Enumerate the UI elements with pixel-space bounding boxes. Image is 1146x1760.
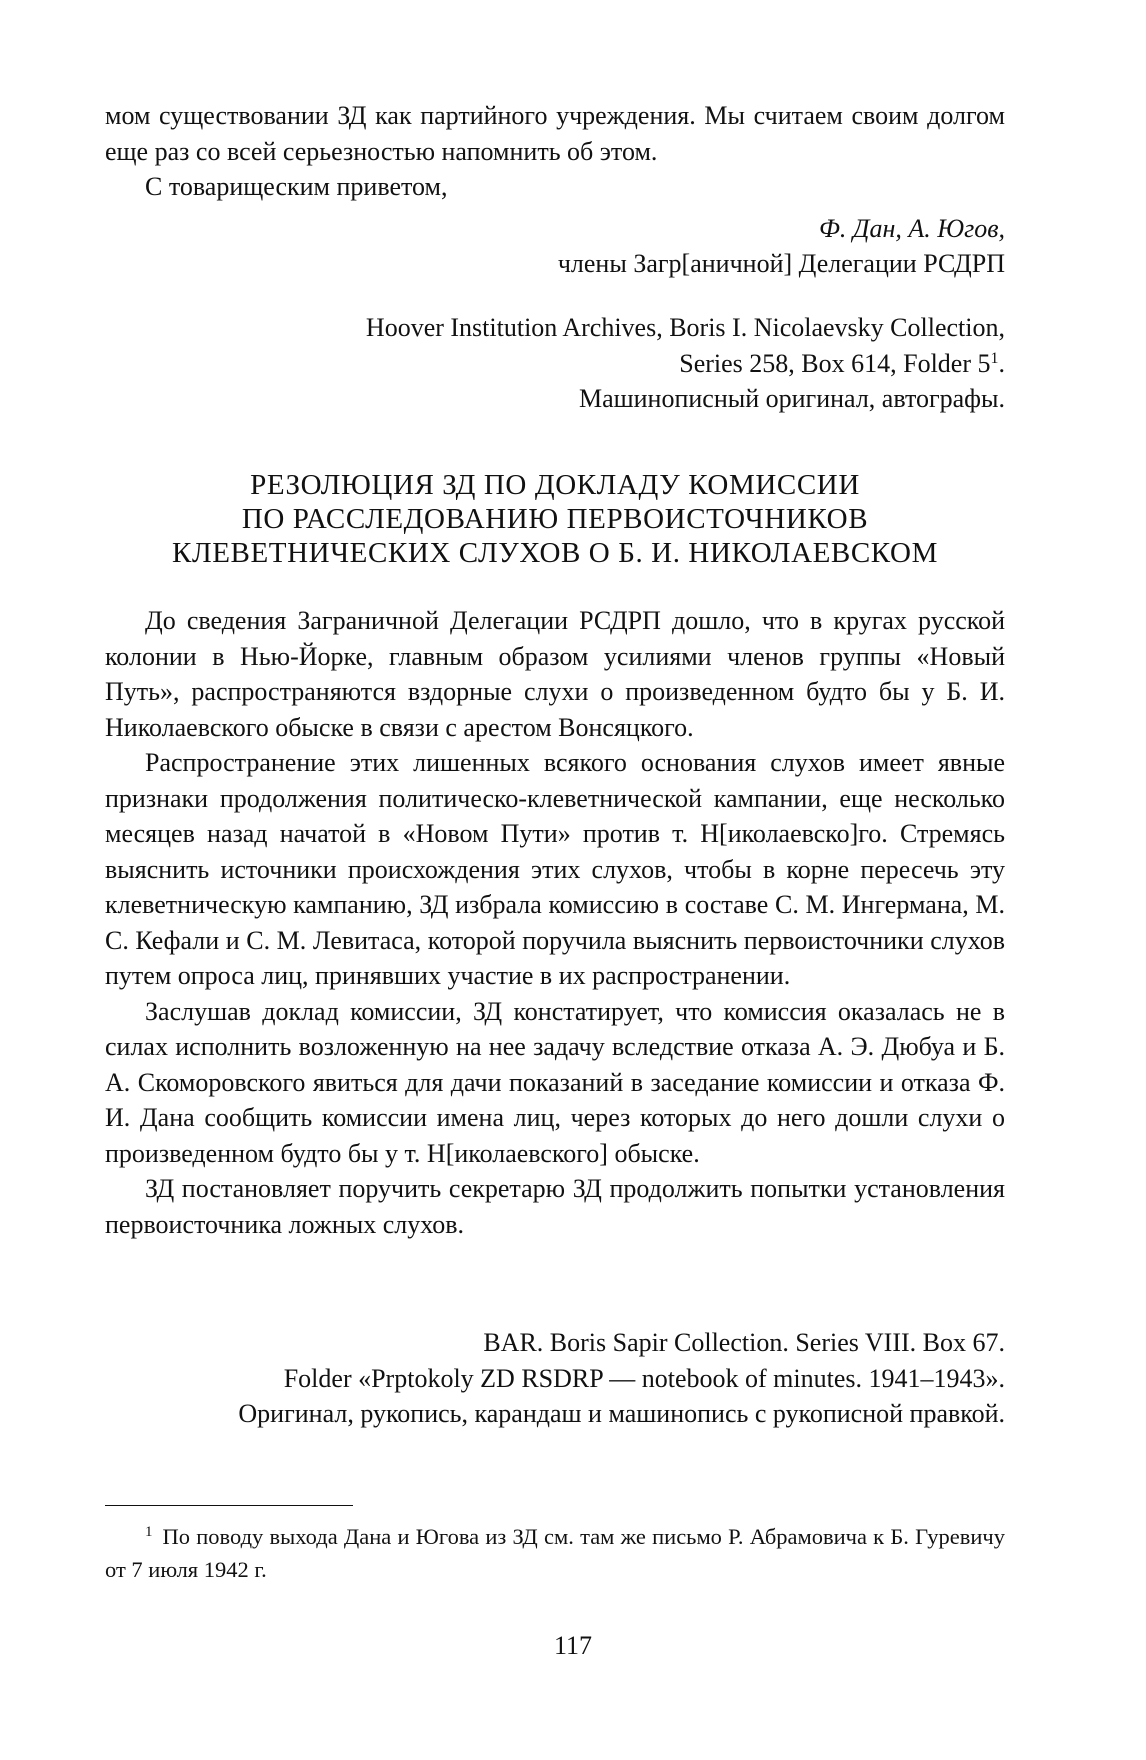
section-heading: [105, 468, 1005, 570]
letter-continuation: мом существовании ЗД как партийного учреждения. Мы считаем своим долгом еще раз со всей серьезностью напомнить об этом.: [105, 101, 1005, 166]
heading-line3: КЛЕВЕТНИЧЕСКИХ СЛУХОВ О Б. И. НИКОЛАЕВСКОМ: [172, 537, 938, 569]
source-citation-2: [105, 1325, 1005, 1432]
letter-signatories: Ф. Дан, А. Югов,: [819, 213, 1005, 243]
heading-line2: ПО РАССЛЕДОВАНИЮ ПЕРВОИСТОЧНИКОВ: [241, 503, 869, 535]
footnote-number: 1: [145, 1524, 153, 1540]
source1-line3: Машинописный оригинал, автографы.: [578, 384, 1005, 413]
body-paragraph-1: До сведения Заграничной Делегации РСДРП дошло, что в кругах русской колонии в Нью-Йорке, главным образом усилиями членов группы «Новый Путь», распространяются вздорные слухи о произведенном будто бы у Б. И. Николаевского обыске в связи с арестом Вонсяцкого.: [105, 606, 1005, 742]
letter-ending: [105, 98, 1005, 282]
source-citation-1: [105, 310, 1005, 417]
body-paragraph-4: ЗД постановляет поручить секретарю ЗД продолжить попытки установления первоисточника ложных слухов.: [105, 1174, 1005, 1239]
body-paragraph-3: Заслушав доклад комиссии, ЗД констатирует, что комиссия оказалась не в силах исполнить возложенную на нее задачу вследствие отказа А. Э. Дюбуа и Б. А. Скоморовского явиться для дачи показаний в заседание комиссии и отказа Ф. И. Дана сообщить комиссии имена лиц, через которых до него дошли слухи о произведенном будто бы у т. Н[иколаевского] обыске.: [105, 996, 1005, 1168]
source2-line1: BAR. Boris Sapir Collection. Series VIII. Box 67.: [483, 1328, 1005, 1357]
footnote: [105, 1520, 1005, 1586]
source2-line3: Оригинал, рукопись, карандаш и машинопись с рукописной правкой.: [238, 1399, 1005, 1428]
resolution-body: [105, 603, 1005, 1242]
letter-signatories-role: члены Загр[аничной] Делегации РСДРП: [557, 249, 1005, 278]
footnote-divider: [105, 1505, 353, 1506]
source2-line2: Folder «Prptokoly ZD RSDRP — notebook of minutes. 1941–1943».: [283, 1363, 1005, 1393]
source1-line2: Series 258, Box 614, Folder $5^1$.: [679, 348, 1005, 378]
footnote-reference: 1: [990, 349, 999, 367]
footnote-text: По поводу выхода Дана и Югова из ЗД см. там же письмо Р. Абрамовича к Б. Гуревичу от 7 июля 1942 г.: [105, 1524, 1005, 1582]
heading-line1: РЕЗОЛЮЦИЯ ЗД ПО ДОКЛАДУ КОМИССИИ: [250, 469, 860, 501]
source1-line1: Hoover Institution Archives, Boris I. Nicolaevsky Collection,: [365, 313, 1005, 342]
body-paragraph-2: Распространение этих лишенных всякого основания слухов имеет явные признаки продолжения политическо-клеветнической кампании, еще несколько месяцев назад начатой в «Новом Пути» против т. Н[иколаевско]го. Стремясь выяснить источники происхождения этих слухов, чтобы в корне пересечь эту клеветническую кампанию, ЗД избрала комиссию в составе С. М. Ингермана, М. С. Кефали и С. М. Левитаса, которой поручила выяснить первоисточники слухов путем опроса лиц, принявших участие в их распространении.: [105, 748, 1005, 990]
letter-salutation: С товарищеским приветом,: [145, 172, 448, 201]
page-number: 117: [553, 1631, 593, 1660]
